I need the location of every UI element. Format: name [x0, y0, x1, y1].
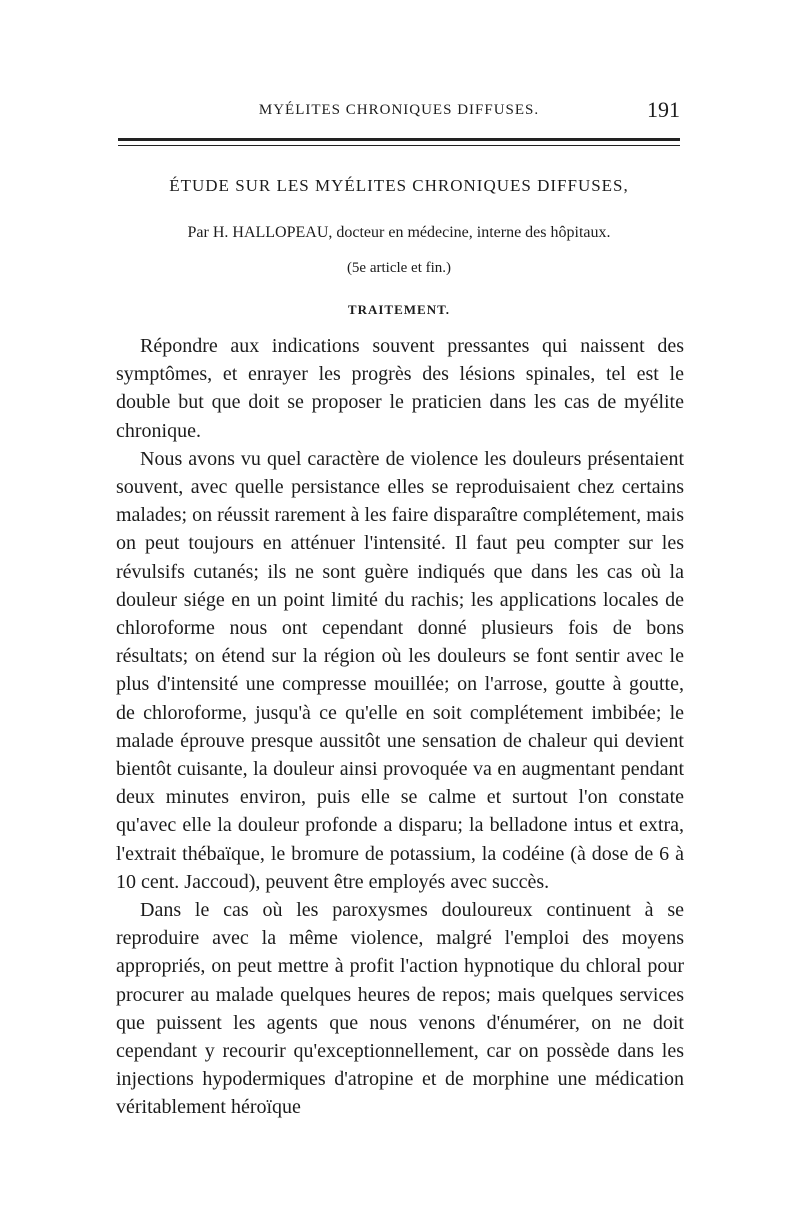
paragraph-2: Nous avons vu quel caractère de violence les douleurs présentaient souvent, avec quelle persistance elles se reproduisaient chez certains malades; on réussit rarement à les faire disparaître complétement, mais on peut toujours en atténuer l'intensité. Il faut peu compter sur les révulsifs cutanés; ils ne sont guère indiqués que dans les cas où la douleur siége en un point limité du rachis; les applications locales de chloroforme nous ont cependant donné plusieurs fois de bons résultats; on étend sur la région où les douleurs se font sentir avec le plus d'intensité une compresse mouillée; on l'arrose, goutte à goutte, de chloroforme, jusqu'à ce qu'elle en soit complétement imbibée; le malade éprouve presque aussitôt une sensation de chaleur qui devient bientôt cuisante, la douleur ainsi provoquée va en augmentant pendant deux minutes environ, puis elle se calme et surtout l'on constate qu'avec elle la douleur profonde a disparu; la belladone intus et extra, l'extrait thébaïque, le bromure de potassium, la codéine (à dose de 6 à 10 cent. Jaccoud), peuvent être employés avec succès. [116, 447, 684, 893]
running-head [118, 97, 680, 127]
header-rule-thick [118, 138, 680, 141]
section-heading: TRAITEMENT. [347, 302, 451, 317]
header-rule-thin [118, 145, 680, 146]
paragraph-3: Dans le cas où les paroxysmes douloureux continuent à se reproduire avec la même violence, malgré l'emploi des moyens appropriés, on peut mettre à profit l'action hypnotique du chloral pour procurer au malade quelques heures de repos; mais quelques services que puissent les agents que nous venons d'énumérer, on ne doit cependant y recourir qu'exceptionnellement, car on possède dans les injections hypodermiques d'atropine et de morphine une médication véritablement héroïque [116, 899, 684, 1119]
body-text [116, 332, 684, 1122]
byline: Par H. HALLOPEAU, docteur en médecine, interne des hôpitaux. [187, 224, 611, 241]
installment-note: (5e article et fin.) [346, 260, 452, 276]
running-title: MYÉLITES CHRONIQUES DIFFUSES. [258, 102, 540, 118]
paragraph-1: Répondre aux indications souvent pressantes qui naissent des symptômes, et enrayer les progrès des lésions spinales, tel est le double but que doit se proposer le praticien dans les cas de myélite chronique. [116, 335, 684, 442]
page-number: 191 [647, 97, 680, 122]
article-title: ÉTUDE SUR LES MYÉLITES CHRONIQUES DIFFUSES, [169, 176, 629, 195]
